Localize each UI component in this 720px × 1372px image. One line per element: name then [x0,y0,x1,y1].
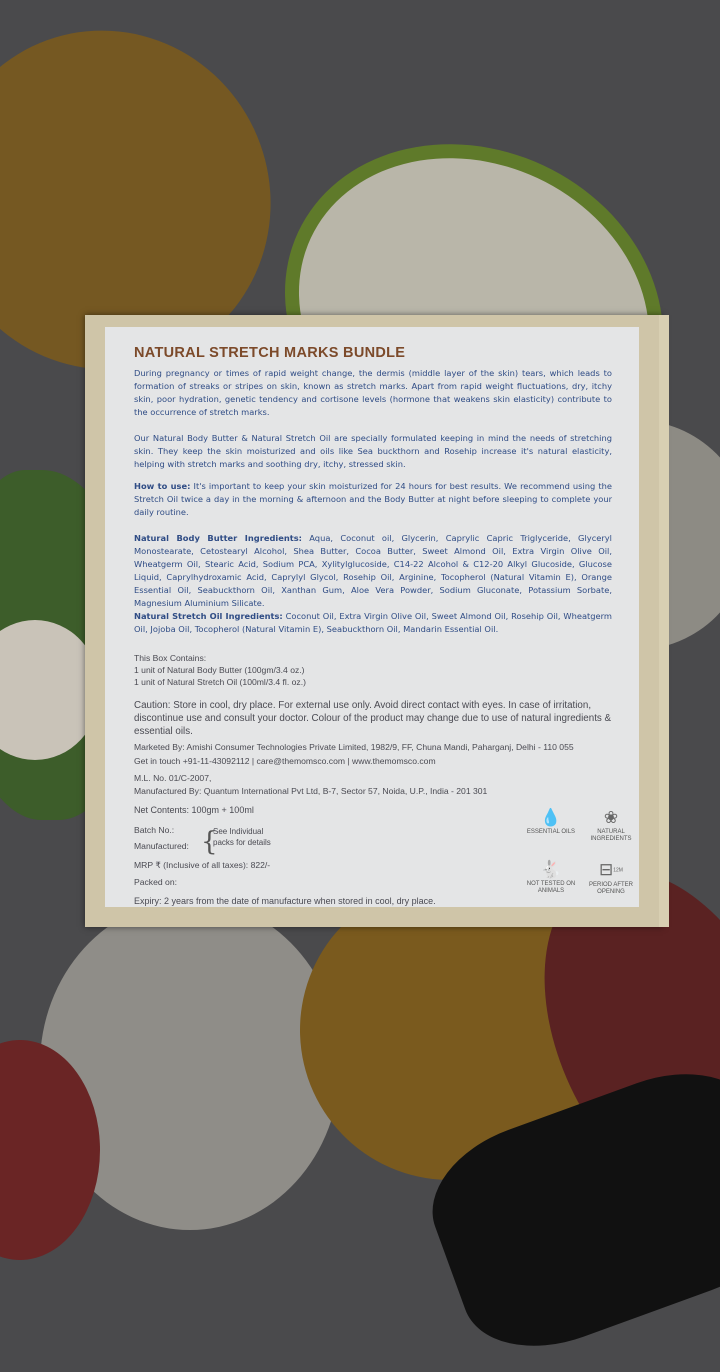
natural-ingredients-label: NATURAL INGREDIENTS [590,829,632,842]
see-individual-packs [213,826,271,848]
ml-number: M.L. No. 01/C-2007, [134,773,212,783]
brace: { [201,827,218,857]
essential-oils-label: ESSENTIAL OILS [526,829,576,835]
marketed-by: Marketed By: Amishi Consumer Technologies Private Limited, 1982/9, FF, Chuna Mandi, Paharganj, Delhi - 110 055 [134,742,574,752]
not-tested-label: NOT TESTED ON ANIMALS [526,881,576,894]
intro-paragraph: During pregnancy or times of rapid weight change, the dermis (middle layer of the skin) tears, which leads to formation of streaks or stripes on skin, known as stretch marks. Apart from rapid weight fluctuations, dry, itchy skin, poor hydration, genetic tendency and cortisone levels (hormone that weakens skin elasticity) contribute to the occurrence of stretch marks. [134,368,612,417]
oil-ingredients-text: Coconut Oil, Extra Virgin Olive Oil, Sweet Almond Oil, Rosehip Oil, Wheatgerm Oil, Jojoba Oil, Tocopherol (Natural Vitamin E), Seabuckthorn Oil, Mandarin Essential Oil. [134,611,613,634]
how-to-use-label: How to use: [134,481,191,491]
description-paragraph: Our Natural Body Butter & Natural Stretch Oil are specially formulated keeping in mind the needs of stretching skin. They keep the skin moisturized and oils like Sea buckthorn and Rosehip increase it's natural elasticity, helping with stretch marks and soothing dry, itchy, stressed skin. [134,433,612,469]
pao-value: 12M [613,867,623,874]
butter-ingredients-text: Aqua, Coconut oil, Glycerin, Caprylic Capric Triglyceride, Glyceryl Monostearate, Cetostearyl Alcohol, Shea Butter, Cocoa Butter, Sweet Almond Oil, Extra Virgin Olive Oil, Wheatgerm Oil, Stearic Acid, Sodium PCA, Xylitylglucoside, C14-22 Alcohol & C12-20 Alkyl Glucoside, Glucose Liquid, Caprylhydroxamic Acid, Caprylyl Glycol, Rosehip Oil, Arginine, Tocopherol (Natural Vitamin E), Orange Essential Oil, Seabuckthorn Oil, Xanthan Gum, Aloe Vera Powder, Sodium Gluconate, Potassium Sorbate, Magnesium Aluminium Silicate. [134,533,612,608]
box-contents-line-2: 1 unit of Natural Stretch Oil (100ml/3.4 fl. oz.) [134,677,306,687]
box-flap [659,315,669,927]
oil-ingredients-label: Natural Stretch Oil Ingredients: [134,611,283,621]
how-to-use-paragraph [134,480,612,519]
product-title: NATURAL STRETCH MARKS BUNDLE [134,345,406,361]
manufactured-date: Manufactured: [134,841,189,851]
butter-ingredients-label: Natural Body Butter Ingredients: [134,533,302,543]
contact-info: Get in touch +91-11-43092112 | care@themomsco.com | www.themomsco.com [134,756,436,766]
packs-details-text: packs for details [213,838,271,847]
caution-text: Caution: Store in cool, dry place. For external use only. Avoid direct contact with eyes. In case of irritation, discontinue use and consult your doctor. Colour of the product may change due to use of natural ingredients & essential oils. [134,700,612,737]
natural-ingredients-badge [581,807,641,843]
jar-glyph: ⊟ [599,860,614,879]
label-panel [105,327,639,907]
manufactured-by: Manufactured By: Quantum International Pvt Ltd, B-7, Sector 57, Noida, U.P., India - 201 301 [134,786,488,796]
box-contents-line-1: 1 unit of Natural Body Butter (100gm/3.4 oz.) [134,665,305,675]
expiry: Expiry: 2 years from the date of manufacture when stored in cool, dry place. [134,896,436,906]
natural-ingredients-icon: ❀ [603,808,619,827]
essential-oils-badge [521,807,581,836]
period-after-opening-badge [581,859,641,896]
period-after-opening-label: PERIOD AFTER OPENING [588,881,633,895]
product-box [85,315,663,927]
how-to-use-text: It's important to keep your skin moisturized for 24 hours for best results. We recommend using the Stretch Oil twice a day in the morning & afternoon and the Body Butter at night before sleeping to complete your daily routine. [134,481,612,517]
batch-number: Batch No.: [134,825,175,835]
rabbit-icon: 🐇 [540,860,562,879]
box-contents-heading: This Box Contains: [134,653,207,663]
butter-ingredients [134,532,612,610]
essential-oils-icon: 💧 [540,808,562,827]
not-tested-badge [521,859,581,895]
mrp: MRP ₹ (Inclusive of all taxes): 822/- [134,860,271,870]
packed-on: Packed on: [134,877,177,887]
box-contents [134,652,614,688]
jar-icon [581,859,641,882]
net-contents: Net Contents: 100gm + 100ml [134,805,254,815]
see-individual-text: See Individual [213,827,264,836]
oil-ingredients [134,610,612,636]
